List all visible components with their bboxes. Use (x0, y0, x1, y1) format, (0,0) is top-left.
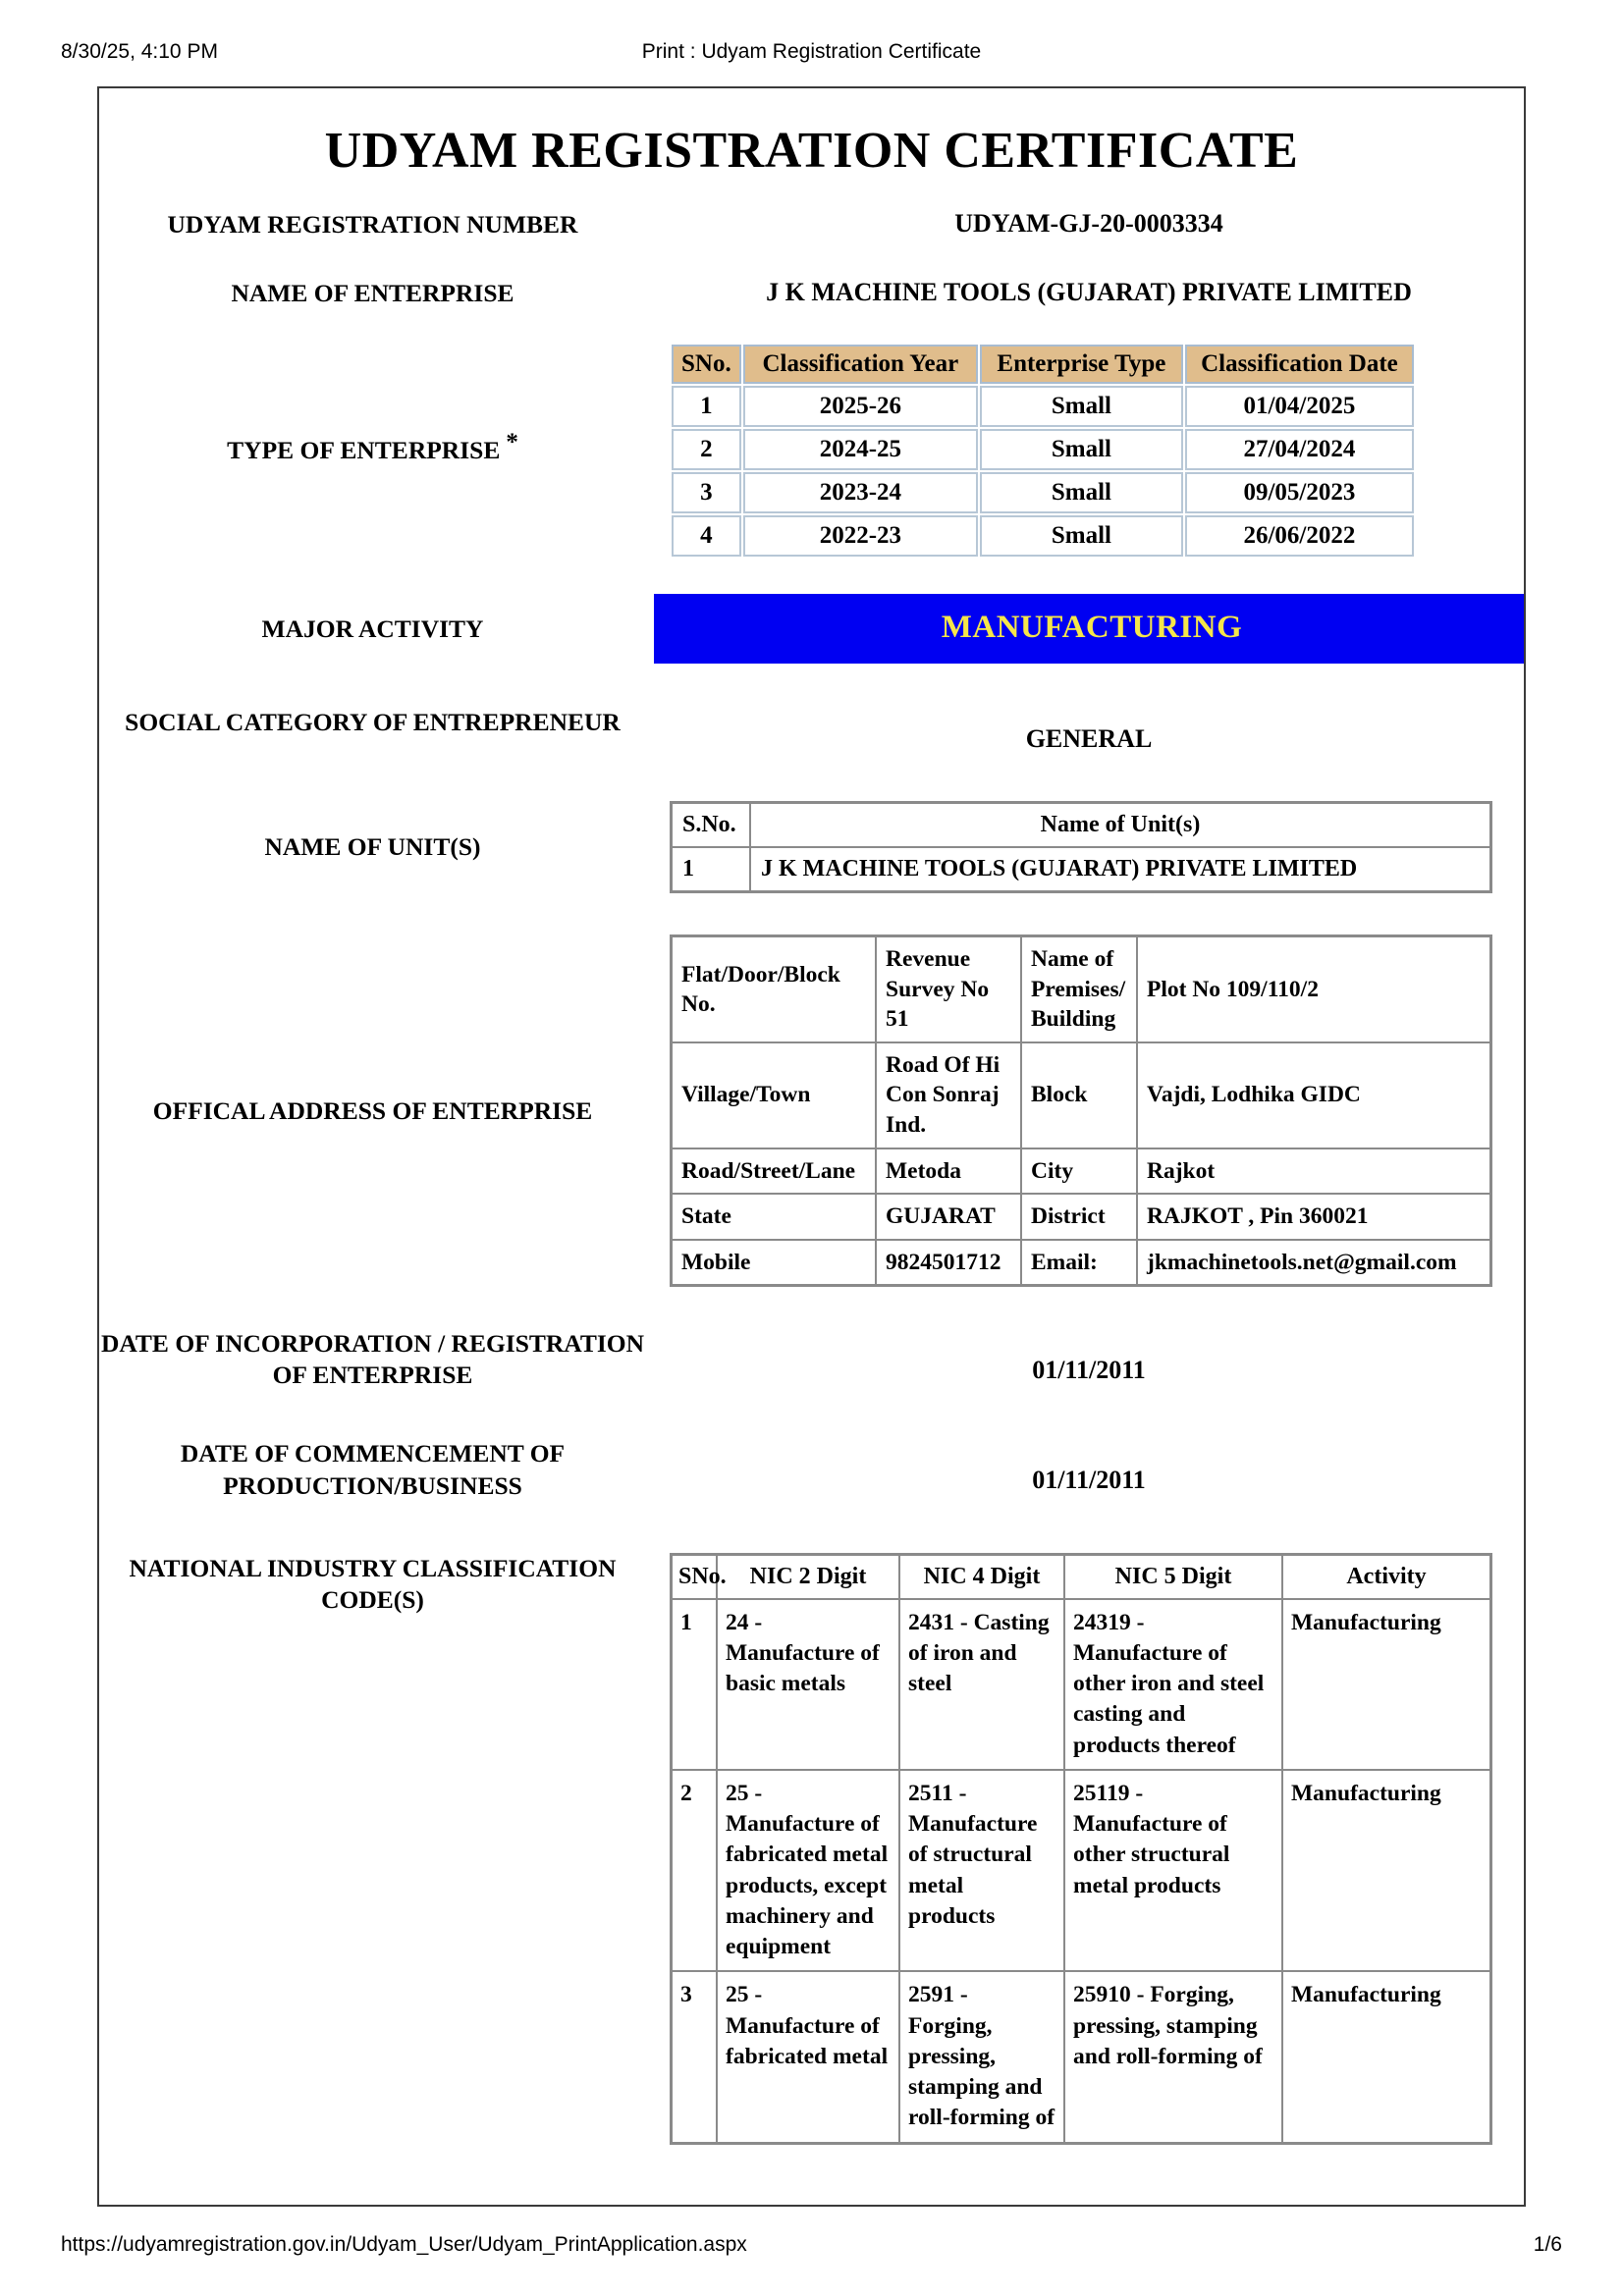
cell-address-key-2: Name of Premises/ Building (1021, 936, 1137, 1042)
cell-type: Small (980, 472, 1183, 513)
cell-address-value-2: Rajkot (1137, 1148, 1490, 1195)
col-classification-date: Classification Date (1185, 345, 1414, 384)
print-footer (0, 2233, 1623, 2267)
label-type-of-enterprise-text: TYPE OF ENTERPRISE (227, 436, 501, 465)
cell-address-key-2: Email: (1021, 1240, 1137, 1286)
units-table (670, 801, 1492, 893)
cell-address-key-1: Village/Town (672, 1042, 876, 1148)
cell-address-key-1: State (672, 1194, 876, 1240)
row-type-of-enterprise (99, 343, 1524, 559)
classification-table-wrapper (654, 343, 1524, 559)
cell-sno: 4 (672, 515, 741, 557)
cell-address-value-2: jkmachinetools.net@gmail.com (1137, 1240, 1490, 1286)
value-name-of-enterprise: J K MACHINE TOOLS (GUJARAT) PRIVATE LIMITED (766, 278, 1412, 307)
cell-address-value-1: Revenue Survey No 51 (876, 936, 1021, 1042)
table-row (672, 386, 1414, 427)
value-registration-number: UDYAM-GJ-20-0003334 (954, 209, 1223, 238)
cell-date: 27/04/2024 (1185, 429, 1414, 470)
units-table-wrapper (654, 801, 1524, 893)
cell-nic-2-digit: 25 - Manufacture of fabricated metal (717, 1971, 899, 2142)
col-nic-activity: Activity (1282, 1555, 1490, 1599)
table-row (672, 1194, 1490, 1240)
certificate-sheet (97, 86, 1526, 2207)
table-row (672, 429, 1414, 470)
cell-year: 2024-25 (743, 429, 978, 470)
cell-date: 09/05/2023 (1185, 472, 1414, 513)
table-row (672, 1599, 1490, 1770)
table-row (672, 1971, 1490, 2142)
table-row (672, 472, 1414, 513)
value-date-of-commencement: 01/11/2011 (1032, 1466, 1146, 1495)
col-unit-name: Name of Unit(s) (750, 803, 1490, 847)
label-major-activity: MAJOR ACTIVITY (261, 614, 484, 643)
cell-year: 2023-24 (743, 472, 978, 513)
classification-table (670, 343, 1416, 559)
row-nic-codes (99, 1553, 1524, 2145)
address-table (670, 934, 1492, 1287)
cell-address-value-2: RAJKOT , Pin 360021 (1137, 1194, 1490, 1240)
cell-address-key-2: City (1021, 1148, 1137, 1195)
cell-nic-5-digit: 25910 - Forging, pressing, stamping and roll-forming of (1064, 1971, 1282, 2142)
asterisk-marker: * (506, 428, 518, 455)
label-nic-codes: NATIONAL INDUSTRY CLASSIFICATION CODE(S) (129, 1553, 617, 1614)
cell-address-value-1: Road Of Hi Con Sonraj Ind. (876, 1042, 1021, 1148)
table-row (672, 1148, 1490, 1195)
col-unit-sno: S.No. (672, 803, 750, 847)
address-table-wrapper (654, 934, 1524, 1287)
major-activity-banner: MANUFACTURING (654, 594, 1526, 664)
cell-nic-2-digit: 25 - Manufacture of fabricated metal products, except machinery and equipment (717, 1770, 899, 1972)
label-name-of-units: NAME OF UNIT(S) (264, 832, 481, 862)
print-timestamp: 8/30/25, 4:10 PM (61, 40, 218, 63)
row-official-address (99, 934, 1524, 1287)
label-date-of-incorporation: DATE OF INCORPORATION / REGISTRATION OF ENTERPRISE (100, 1329, 645, 1390)
col-sno: SNo. (672, 345, 741, 384)
col-classification-year: Classification Year (743, 345, 978, 384)
cell-nic-sno: 2 (672, 1770, 717, 1972)
row-date-of-incorporation (99, 1328, 1524, 1391)
label-name-of-enterprise: NAME OF ENTERPRISE (231, 279, 514, 308)
label-date-of-commencement: DATE OF COMMENCEMENT OF PRODUCTION/BUSINESS (180, 1439, 566, 1500)
cell-nic-2-digit: 24 - Manufacture of basic metals (717, 1599, 899, 1770)
table-header-row (672, 1555, 1490, 1599)
label-social-category: SOCIAL CATEGORY OF ENTREPRENEUR (125, 708, 621, 737)
print-header (0, 35, 1623, 69)
table-row (672, 1240, 1490, 1286)
table-header-row (672, 803, 1490, 847)
col-nic-2-digit: NIC 2 Digit (717, 1555, 899, 1599)
cell-date: 01/04/2025 (1185, 386, 1414, 427)
cell-address-key-2: District (1021, 1194, 1137, 1240)
value-social-category: GENERAL (1025, 724, 1153, 754)
row-date-of-commencement (99, 1438, 1524, 1501)
cell-nic-sno: 3 (672, 1971, 717, 2142)
cell-nic-5-digit: 25119 - Manufacture of other structural metal products (1064, 1770, 1282, 1972)
table-row (672, 936, 1490, 1042)
cell-address-value-1: Metoda (876, 1148, 1021, 1195)
row-social-category (99, 707, 1524, 754)
label-official-address: OFFICAL ADDRESS OF ENTERPRISE (152, 1095, 593, 1125)
cell-address-key-1: Road/Street/Lane (672, 1148, 876, 1195)
table-row (672, 515, 1414, 557)
cell-address-key-1: Mobile (672, 1240, 876, 1286)
label-registration-number: UDYAM REGISTRATION NUMBER (167, 210, 578, 239)
table-row (672, 1770, 1490, 1972)
cell-sno: 3 (672, 472, 741, 513)
cell-address-value-2: Vajdi, Lodhika GIDC (1137, 1042, 1490, 1148)
cell-nic-4-digit: 2431 - Casting of iron and steel (899, 1599, 1064, 1770)
nic-table (670, 1553, 1492, 2145)
cell-nic-activity: Manufacturing (1282, 1599, 1490, 1770)
cell-nic-activity: Manufacturing (1282, 1971, 1490, 2142)
nic-table-wrapper (654, 1553, 1524, 2145)
value-date-of-incorporation: 01/11/2011 (1032, 1356, 1146, 1385)
cell-address-value-2: Plot No 109/110/2 (1137, 936, 1490, 1042)
row-registration-number (99, 209, 1524, 240)
cell-sno: 1 (672, 386, 741, 427)
cell-unit-sno: 1 (672, 847, 750, 891)
table-header-row (672, 345, 1414, 384)
cell-type: Small (980, 429, 1183, 470)
cell-sno: 2 (672, 429, 741, 470)
col-nic-sno: SNo. (672, 1555, 717, 1599)
print-page-number: 1/6 (1533, 2233, 1562, 2256)
major-activity-banner-wrapper (654, 594, 1526, 664)
cell-nic-4-digit: 2591 - Forging, pressing, stamping and roll-forming of (899, 1971, 1064, 2142)
cell-unit-name: J K MACHINE TOOLS (GUJARAT) PRIVATE LIMITED (750, 847, 1490, 891)
table-row (672, 847, 1490, 891)
col-nic-4-digit: NIC 4 Digit (899, 1555, 1064, 1599)
page-title: UDYAM REGISTRATION CERTIFICATE (324, 123, 1299, 179)
cell-address-value-1: 9824501712 (876, 1240, 1021, 1286)
cell-date: 26/06/2022 (1185, 515, 1414, 557)
cell-nic-activity: Manufacturing (1282, 1770, 1490, 1972)
row-name-of-enterprise (99, 278, 1524, 309)
cell-type: Small (980, 386, 1183, 427)
table-row (672, 1042, 1490, 1148)
label-type-of-enterprise (99, 428, 654, 466)
cell-address-key-1: Flat/Door/Block No. (672, 936, 876, 1042)
cell-address-key-2: Block (1021, 1042, 1137, 1148)
cell-year: 2025-26 (743, 386, 978, 427)
cell-type: Small (980, 515, 1183, 557)
cell-address-value-1: GUJARAT (876, 1194, 1021, 1240)
col-nic-5-digit: NIC 5 Digit (1064, 1555, 1282, 1599)
cell-nic-5-digit: 24319 - Manufacture of other iron and steel casting and products thereof (1064, 1599, 1282, 1770)
row-major-activity (99, 594, 1524, 664)
row-name-of-units (99, 801, 1524, 893)
print-document-title: Print : Udyam Registration Certificate (641, 40, 982, 63)
cell-nic-sno: 1 (672, 1599, 717, 1770)
cell-year: 2022-23 (743, 515, 978, 557)
col-enterprise-type: Enterprise Type (980, 345, 1183, 384)
cell-nic-4-digit: 2511 - Manufacture of structural metal products (899, 1770, 1064, 1972)
print-source-url: https://udyamregistration.gov.in/Udyam_User/Udyam_PrintApplication.aspx (61, 2233, 747, 2256)
